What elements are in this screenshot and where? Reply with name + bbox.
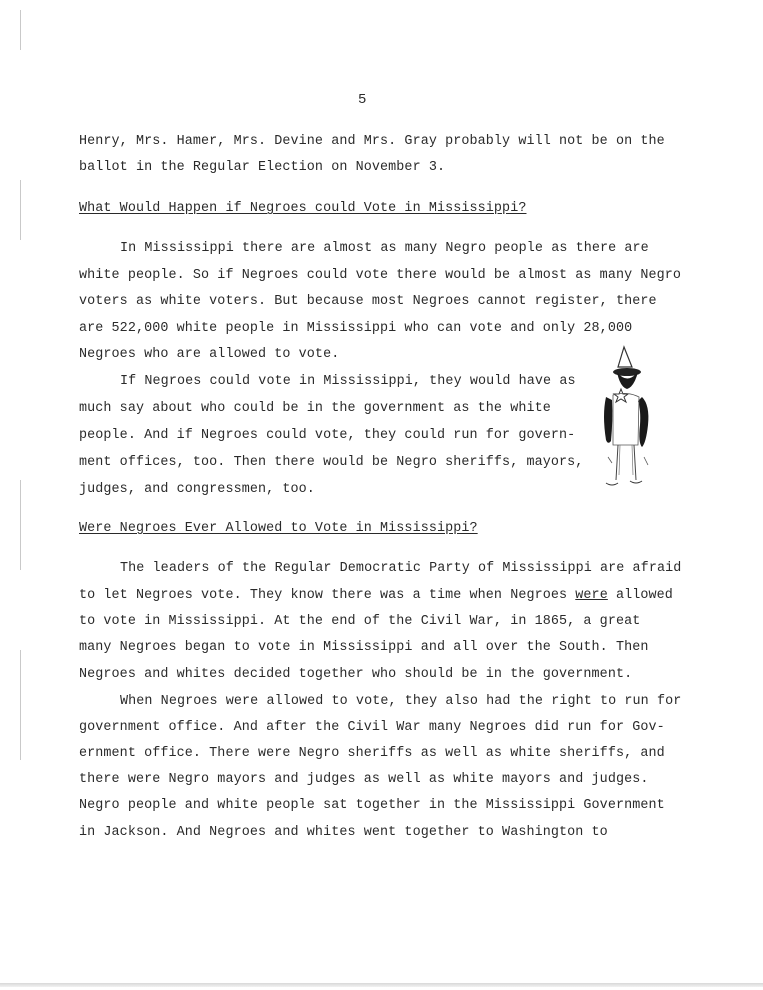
scan-edge-mark	[20, 480, 21, 570]
scan-edge-mark	[20, 180, 21, 240]
paragraph-line: ernment office. There were Negro sheriffs as well as white sheriffs, and	[79, 746, 665, 761]
paragraph-line: Negroes who are allowed to vote.	[79, 347, 340, 362]
paragraph-line: Negro people and white people sat together in the Mississippi Government	[79, 798, 665, 813]
paragraph-line: The leaders of the Regular Democratic Party of Mississippi are afraid	[120, 561, 682, 576]
text-run: to let Negroes vote. They know there was a time when Negroes	[79, 588, 576, 603]
paragraph-line: people. And if Negroes could vote, they could run for govern-	[79, 428, 576, 443]
section-heading: Were Negroes Ever Allowed to Vote in Mississippi?	[79, 521, 478, 536]
scan-edge-mark	[20, 10, 21, 50]
paragraph-line: much say about who could be in the government as the white	[79, 401, 551, 416]
paragraph-line: If Negroes could vote in Mississippi, they would have as	[120, 374, 576, 389]
uncle-sam-figure-icon	[598, 345, 658, 500]
text-run: allowed	[607, 588, 673, 603]
paragraph-line: When Negroes were allowed to vote, they also had the right to run for	[120, 694, 682, 709]
paragraph-line	[79, 587, 673, 605]
paragraph-line: voters as white voters. But because most Negroes cannot register, there	[79, 294, 657, 309]
paragraph-line: to vote in Mississippi. At the end of the Civil War, in 1865, a great	[79, 614, 641, 629]
paragraph-line: In Mississippi there are almost as many Negro people as there are	[120, 241, 649, 256]
section-heading: What Would Happen if Negroes could Vote in Mississippi?	[79, 201, 527, 216]
paragraph-line: government office. And after the Civil War many Negroes did run for Gov-	[79, 720, 665, 735]
paragraph-line: are 522,000 white people in Mississippi who can vote and only 28,000	[79, 321, 633, 336]
paragraph-line: judges, and congressmen, too.	[79, 482, 315, 497]
underlined-word: were	[575, 588, 608, 603]
scan-edge-mark	[20, 650, 21, 760]
paragraph-line: Henry, Mrs. Hamer, Mrs. Devine and Mrs. Gray probably will not be on the	[79, 134, 665, 149]
paragraph-line: there were Negro mayors and judges as well as white mayors and judges.	[79, 772, 649, 787]
paragraph-line: many Negroes began to vote in Mississippi and all over the South. Then	[79, 640, 649, 655]
paragraph-line: ment offices, too. Then there would be Negro sheriffs, mayors,	[79, 455, 584, 470]
paragraph-line: ballot in the Regular Election on November 3.	[79, 160, 446, 175]
paragraph-line: Negroes and whites decided together who should be in the government.	[79, 667, 633, 682]
paragraph-line: in Jackson. And Negroes and whites went together to Washington to	[79, 825, 608, 840]
paragraph-line: white people. So if Negroes could vote there would be almost as many Negro	[79, 268, 682, 283]
page-number: 5	[358, 92, 367, 108]
scan-bottom-edge	[0, 983, 763, 987]
